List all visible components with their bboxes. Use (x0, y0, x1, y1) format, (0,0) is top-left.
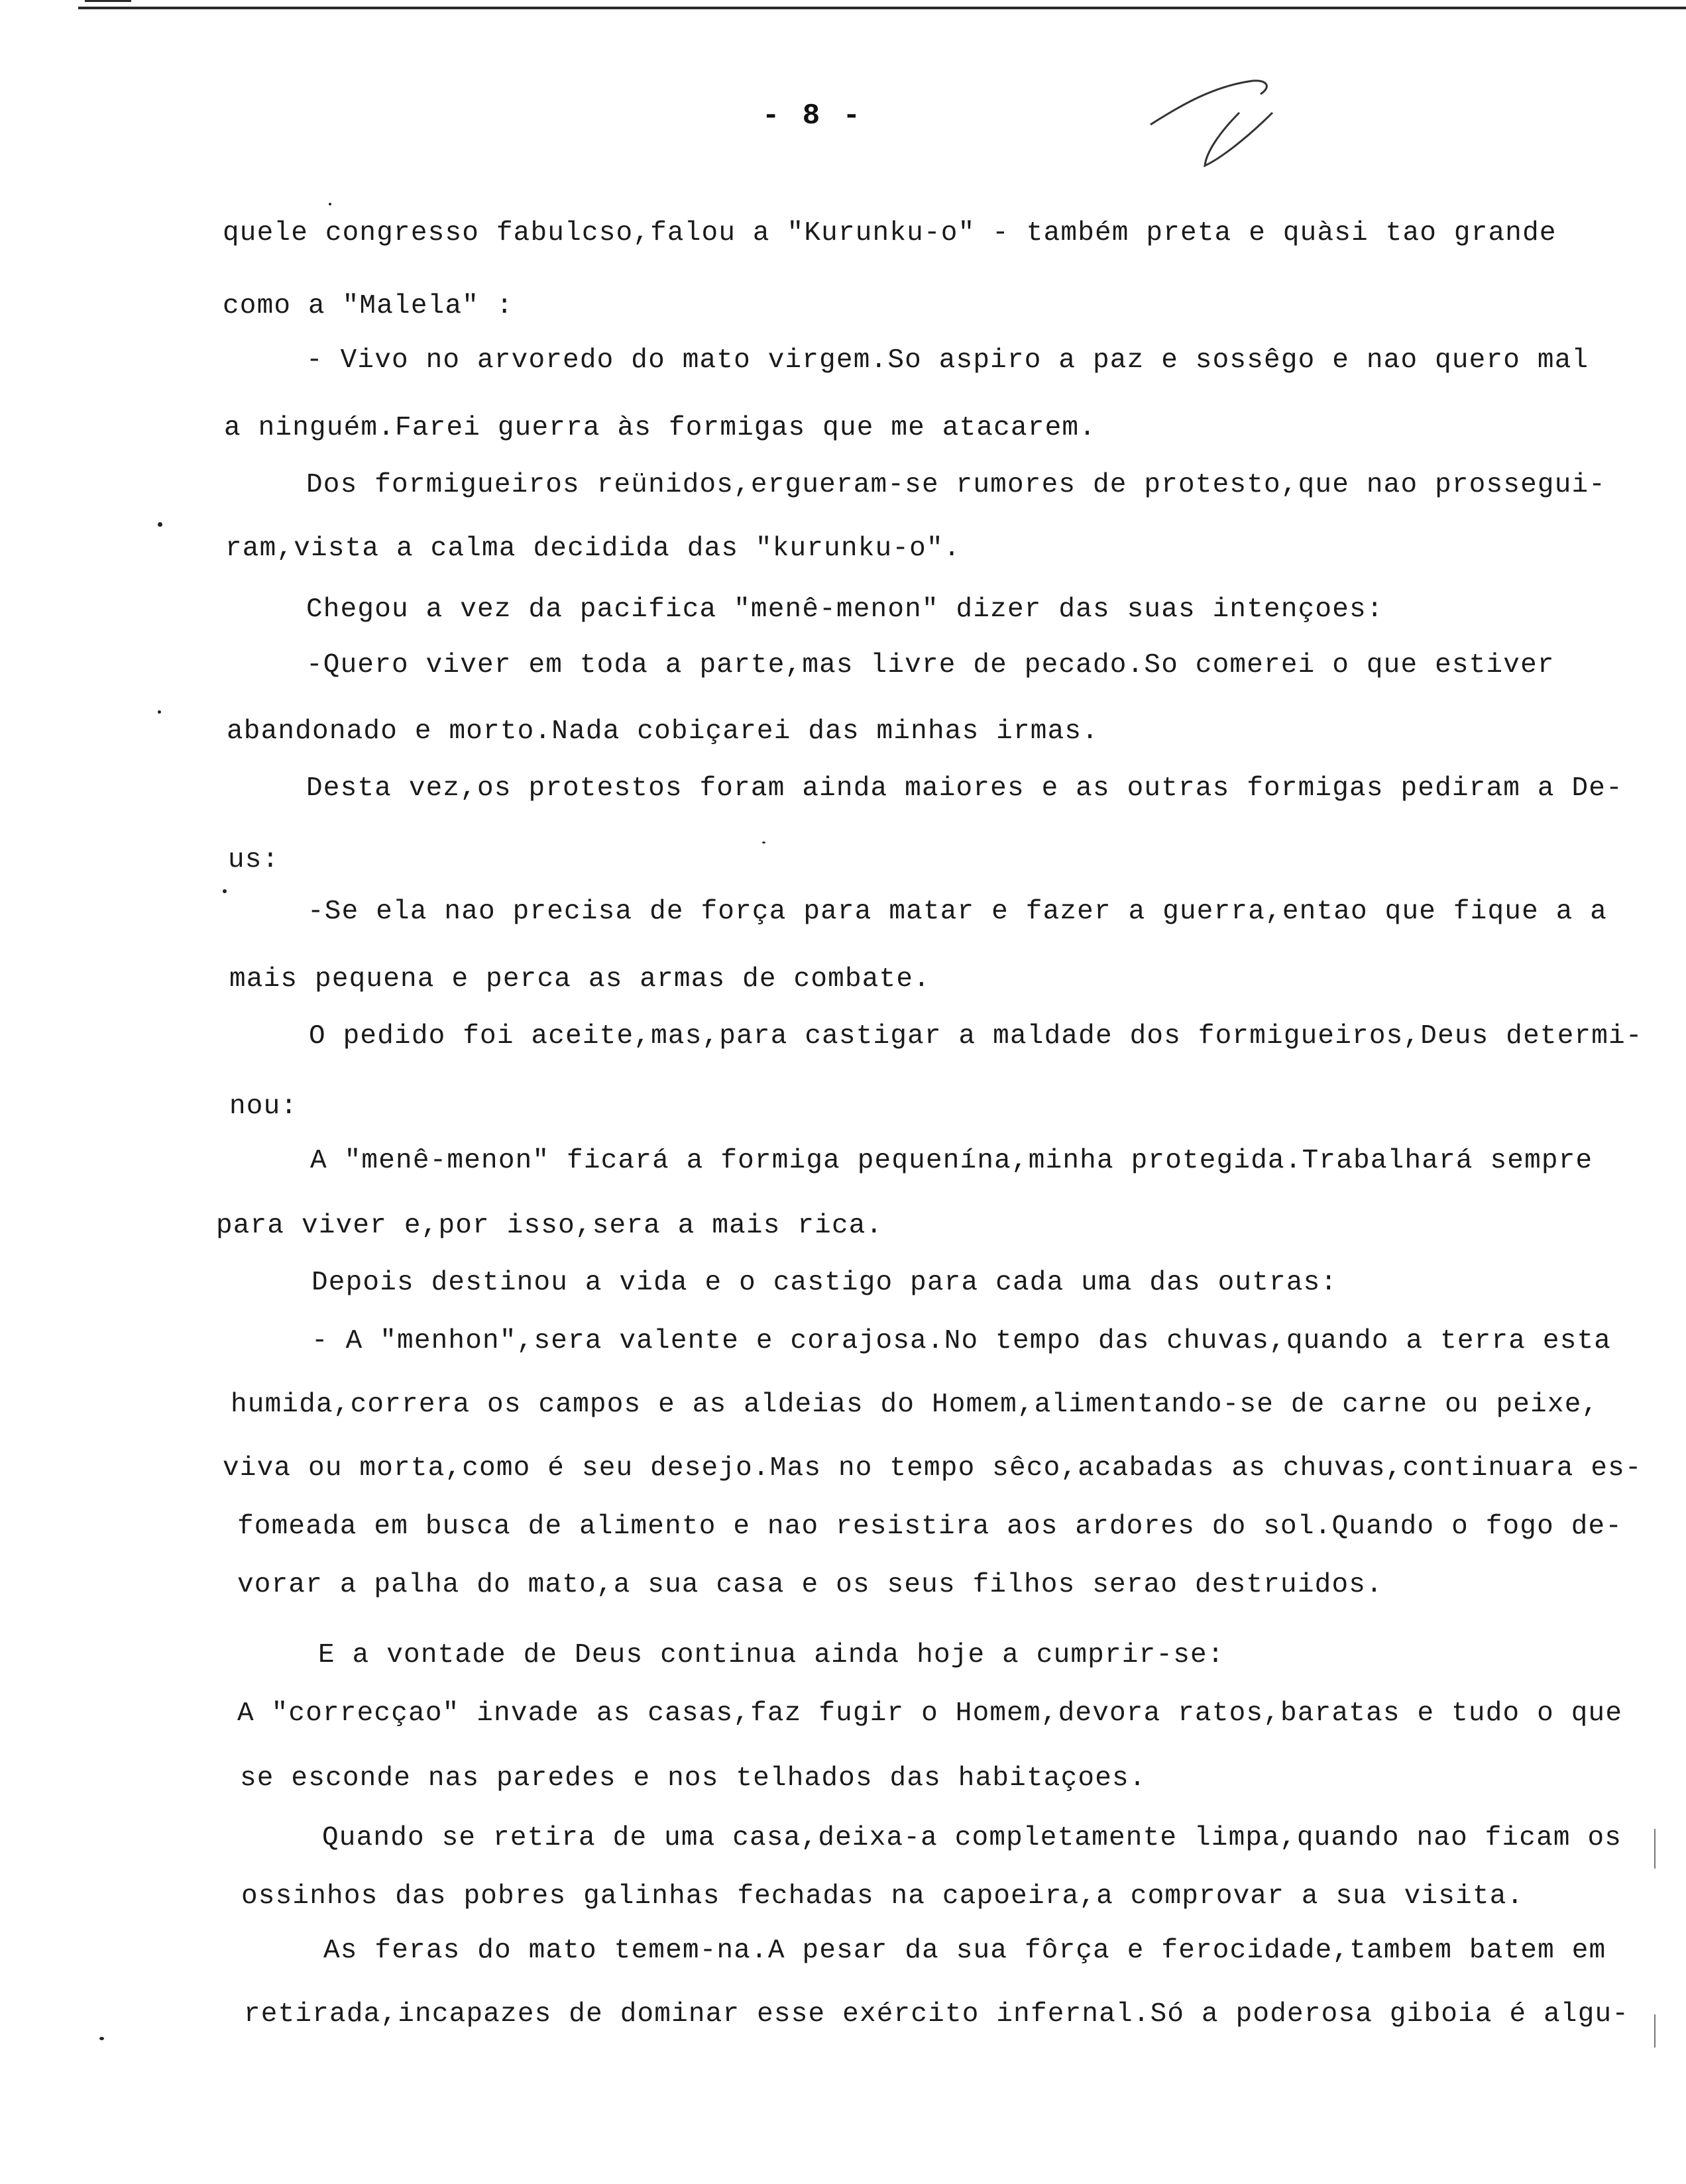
ink-speck (762, 842, 765, 844)
text-line: quele congresso fabulcso,falou a "Kurunku-o" - também preta e quàsi tao grande (223, 218, 1557, 248)
text-line: viva ou morta,como é seu desejo.Mas no tempo sêco,acabadas as chuvas,continuara es- (223, 1453, 1642, 1484)
text-line: mais pequena e perca as armas de combate. (229, 964, 930, 995)
text-line: O pedido foi aceite,mas,para castigar a maldade dos formigueiros,Deus determi- (309, 1021, 1643, 1052)
ink-speck (329, 203, 331, 205)
text-line: A "correcçao" invade as casas,faz fugir o Homem,devora ratos,baratas e tudo o que (237, 1698, 1623, 1729)
text-line: para viver e,por isso,sera a mais rica. (216, 1211, 883, 1241)
text-line: ossinhos das pobres galinhas fechadas na capoeira,a comprovar a sua visita. (241, 1881, 1524, 1912)
ink-speck (158, 522, 162, 527)
ink-speck (158, 710, 161, 714)
top-border-line (78, 7, 1686, 9)
text-line: Depois destinou a vida e o castigo para cada uma das outras: (311, 1268, 1338, 1298)
page-number: - 8 - (762, 99, 864, 133)
text-line: -Se ela nao precisa de força para matar e fazer a guerra,entao que fique a a (308, 897, 1608, 927)
text-line: ram,vista a calma decidida das "kurunku-o". (225, 533, 961, 564)
handwritten-mark-icon (1140, 66, 1286, 179)
text-line: vorar a palha do mato,a sua casa e os seus filhos serao destruidos. (237, 1570, 1383, 1600)
text-line: us: (228, 845, 280, 875)
text-line: nou: (229, 1091, 298, 1122)
text-line: -Quero viver em toda a parte,mas livre de pecado.So comerei o que estiver (306, 650, 1555, 681)
text-line: fomeada em busca de alimento e nao resistira aos ardores do sol.Quando o fogo de- (237, 1511, 1623, 1542)
scan-edge-mark (1654, 1829, 1656, 1869)
text-line: A "menê-menon" ficará a formiga pequenína,minha protegida.Trabalhará sempre (310, 1146, 1593, 1176)
ink-speck (223, 889, 227, 893)
top-edge-mark (85, 0, 131, 2)
text-line: Desta vez,os protestos foram ainda maiores e as outras formigas pediram a De- (306, 773, 1623, 804)
text-line: a ninguém.Farei guerra às formigas que me atacarem. (224, 413, 1097, 443)
text-line: humida,correra os campos e as aldeias do Homem,alimentando-se de carne ou peixe, (231, 1390, 1599, 1420)
text-line: Chegou a vez da pacifica "menê-menon" dizer das suas intençoes: (306, 594, 1384, 625)
text-line: - Vivo no arvoredo do mato virgem.So aspiro a paz e sossêgo e nao quero mal (306, 345, 1589, 376)
ink-speck (99, 2037, 104, 2040)
text-line: Quando se retira de uma casa,deixa-a completamente limpa,quando nao ficam os (322, 1823, 1622, 1853)
text-line: E a vontade de Deus continua ainda hoje a cumprir-se: (318, 1640, 1225, 1670)
text-line: abandonado e morto.Nada cobiçarei das minhas irmas. (227, 716, 1099, 747)
scan-edge-mark (1654, 2014, 1656, 2048)
text-line: retirada,incapazes de dominar esse exército infernal.Só a poderosa giboia é algu- (244, 1999, 1630, 2030)
text-line: As feras do mato temem-na.A pesar da sua fôrça e ferocidade,tambem batem em (323, 1936, 1606, 1966)
text-line: - A "menhon",sera valente e corajosa.No tempo das chuvas,quando a terra esta (311, 1326, 1612, 1356)
text-line: como a "Malela" : (223, 291, 514, 321)
text-line: Dos formigueiros reünidos,ergueram-se rumores de protesto,que nao prossegui- (306, 470, 1606, 500)
text-line: se esconde nas paredes e nos telhados das habitaçoes. (240, 1763, 1147, 1794)
